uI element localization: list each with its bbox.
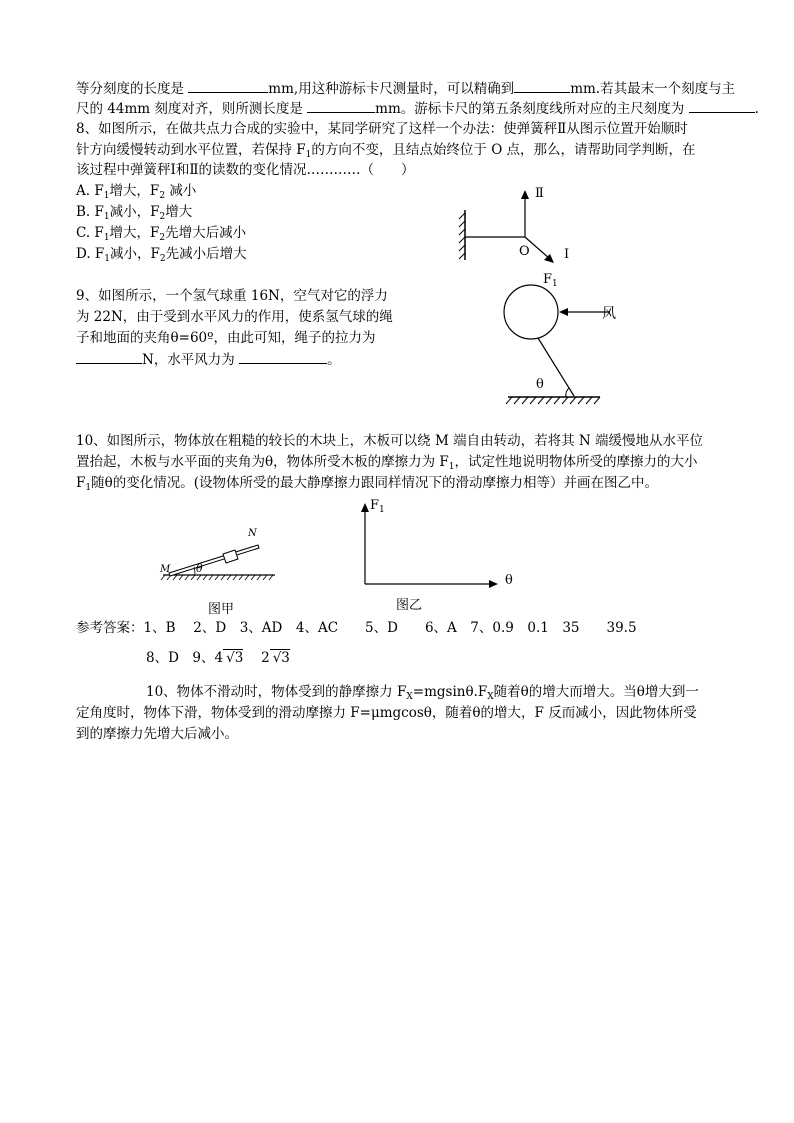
q7-text: mm,用这种游标卡尺测量时，可以精确到: [268, 81, 515, 97]
q9-blank-1[interactable]: [76, 349, 142, 364]
label-theta-jia: θ: [196, 562, 203, 575]
label-F: F: [370, 498, 380, 513]
q7-text: mm。游标卡尺的第五条刻度线所对应的主尺刻度为: [375, 101, 685, 117]
label-y-axis: [370, 498, 385, 515]
answer-text: 3: [234, 650, 244, 666]
wooden-board: [169, 545, 259, 576]
option-text: 减小，F: [109, 204, 160, 220]
label-wind: 风: [602, 306, 616, 322]
option-text: 增大: [165, 204, 193, 220]
ground-hatching: [506, 397, 600, 404]
q9-line-4: [76, 349, 341, 370]
answer-text: 10、物体不滑动时，物体受到的静摩擦力 F: [146, 684, 407, 700]
option-text: 先减小后增大: [165, 246, 247, 262]
q7-line-2: [76, 98, 759, 119]
subscript: 2: [159, 212, 166, 222]
option-text: 减小，F: [110, 246, 160, 262]
q7-text: 尺的 44mm 刻度对齐，则所测长度是: [76, 101, 303, 117]
q7-text: .: [754, 101, 759, 117]
q8-force-diagram: [455, 185, 595, 295]
label-x-axis: θ: [505, 573, 513, 588]
sqrt-3: √3: [270, 649, 290, 666]
subscript: X: [406, 692, 413, 702]
answer-text: 8、D 9、4: [146, 650, 224, 666]
q9-text: 。: [327, 352, 341, 368]
answers-line-4: 定角度时，物体下滑，物体受到的滑动摩擦力 F=μmgcosθ，随着θ的增大，F 反而减小，因此物体所受: [76, 705, 697, 721]
option-text: B. F: [76, 204, 104, 220]
angle-arc: [566, 388, 569, 397]
q7-blank-4[interactable]: [689, 98, 755, 113]
q9-line-3: 子和地面的夹角θ=60º，由此可知，绳子的拉力为: [76, 330, 376, 346]
q8-line-1: 8、如图所示，在做共点力合成的实验中，某同学研究了这样一个办法：使弹簧秤Ⅱ从图示位置开始顺时: [76, 121, 688, 137]
q7-blank-3[interactable]: [307, 98, 375, 113]
q7-blank-2[interactable]: [514, 78, 570, 93]
subscript: 2: [159, 254, 166, 264]
answer-text: 2: [243, 650, 270, 666]
answer-text: =mgsinθ.F: [412, 684, 488, 700]
q10-line-3: [76, 473, 658, 498]
label-O: O: [519, 244, 530, 259]
option-text: C. F: [76, 225, 104, 241]
option-text: 增大，F: [109, 183, 160, 199]
q7-line-1: [76, 78, 735, 99]
sqrt-3: √3: [223, 649, 243, 666]
q8-option-d[interactable]: [76, 244, 247, 269]
label-M: M: [160, 564, 171, 575]
arrow-up-icon: [361, 503, 369, 512]
subscript: X: [487, 692, 494, 702]
subscript: 2: [159, 191, 166, 201]
q10-text: ，试定性地说明物体所受的摩擦力的大小: [454, 454, 698, 470]
q10-text: 随θ的变化情况。(设物体所受的最大静摩擦力跟同样情况下的滑动摩擦力相等）并画在图乙中。: [91, 475, 659, 491]
subscript: 1: [85, 483, 92, 493]
answers-line-2: [146, 648, 290, 668]
q9-line-1: 9、如图所示，一个氢气球重 16N，空气对它的浮力: [76, 288, 388, 304]
subscript: 1: [104, 254, 111, 264]
q9-balloon-diagram: [500, 280, 615, 410]
answer-text: 随着θ的增大而增大。当θ增大到一: [493, 684, 699, 700]
option-text: 增大，F: [109, 225, 160, 241]
q10-text: 置抬起，木板与水平面的夹角为θ，物体所受木板的摩擦力为 F: [76, 454, 449, 470]
caption-yi: 图乙: [396, 598, 423, 613]
label-theta: θ: [536, 377, 544, 392]
answer-text: 3: [281, 650, 290, 666]
q8-text: 针方向缓慢转动到水平位置，若保持 F: [76, 142, 306, 158]
subscript: 2: [159, 233, 166, 243]
subscript: 1: [305, 150, 312, 160]
label-I: I: [564, 247, 570, 262]
q7-blank-1[interactable]: [188, 78, 268, 93]
q9-line-2: 为 22N，由于受到水平风力的作用，使系氢气球的绳: [76, 309, 393, 325]
caption-jia: 图甲: [208, 602, 235, 617]
fig-jia-incline: [155, 525, 285, 587]
q7-text: mm.若其最末一个刻度与主: [570, 81, 736, 97]
answers-line-1: 参考答案：1、B 2、D 3、AD 4、AC 5、D 6、A 7、0.9 0.1 35 39.5: [76, 620, 637, 636]
arrow-right-icon: [489, 580, 498, 588]
block: [223, 550, 238, 563]
q10-text: F: [76, 475, 86, 491]
balloon: [504, 285, 558, 339]
arrow-up-icon: [521, 190, 529, 199]
label-F: F: [543, 272, 553, 287]
arrow-left-icon: [559, 308, 568, 316]
label-N: N: [248, 528, 257, 539]
answers-line-5: 到的摩擦力先增大后减小。: [76, 726, 238, 742]
wall-hatching: [459, 213, 465, 259]
subscript: 1: [103, 233, 110, 243]
option-text: 先增大后减小: [165, 225, 247, 241]
q9-text: N，水平风力为: [142, 352, 235, 368]
subscript: 1: [552, 279, 558, 289]
subscript: 1: [103, 191, 110, 201]
q9-blank-2[interactable]: [239, 349, 327, 364]
option-text: D. F: [76, 246, 105, 262]
subscript: 1: [379, 505, 385, 515]
q7-text: 等分刻度的长度是: [76, 81, 184, 97]
q8-line-3: 该过程中弹簧秤Ⅰ和Ⅱ的读数的变化情况…………（ ）: [76, 162, 415, 178]
option-text: 减小: [169, 183, 197, 199]
ground-hatching: [161, 575, 273, 580]
subscript: 1: [103, 212, 110, 222]
q8-text: 的方向不变，且结点始终位于 O 点，那么，请帮助同学判断，在: [311, 142, 696, 158]
subscript: 1: [448, 462, 455, 472]
option-text: A. F: [76, 183, 104, 199]
q10-line-1: 10、如图所示，物体放在粗糙的较长的木块上，木板可以绕 M 端自由转动，若将其 N 端缓慢地从水平位: [76, 433, 703, 449]
label-II: Ⅱ: [535, 186, 544, 201]
